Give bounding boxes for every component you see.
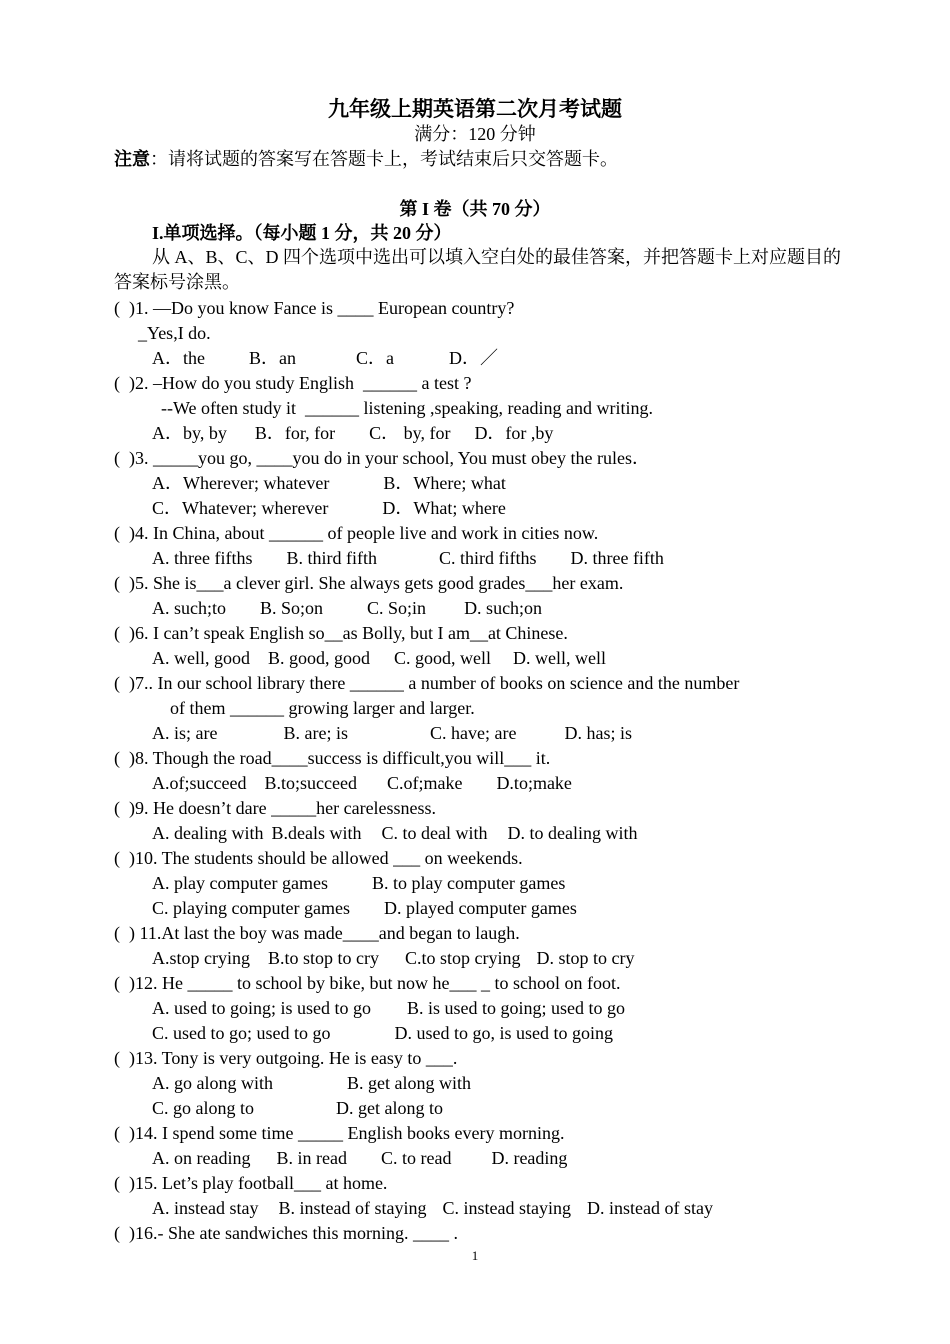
question-stem: ( )14. I spend some time _____ English books every morning. bbox=[114, 1123, 565, 1143]
question-stem: ( )5. She is___a clever girl. She always gets good grades___her exam. bbox=[114, 573, 624, 593]
option-a: A．by, by bbox=[152, 423, 227, 443]
option-row bbox=[114, 546, 874, 571]
option-d: D.to;make bbox=[496, 773, 572, 793]
option-a: A. three fifths bbox=[152, 548, 253, 568]
option-row bbox=[114, 1071, 874, 1096]
option-d: D. such;on bbox=[464, 598, 543, 618]
option-b: D. played computer games bbox=[383, 898, 577, 918]
option-row bbox=[114, 771, 874, 796]
option-b: B. is used to going; used to go bbox=[407, 998, 626, 1018]
option-row bbox=[114, 596, 874, 621]
question-stem: ( )4. In China, about ______ of people live and work in cities now. bbox=[114, 523, 599, 543]
option-a: A．the bbox=[152, 348, 205, 368]
option-b: B. to play computer games bbox=[371, 873, 566, 893]
question-stem: ( )8. Though the road____success is difficult,you will___ it. bbox=[114, 748, 551, 768]
option-b: B. good, good bbox=[268, 648, 371, 668]
option-b: B．Where; what bbox=[383, 473, 506, 493]
option-a: A. instead stay bbox=[152, 1198, 259, 1218]
option-c: C． by, for bbox=[369, 423, 451, 443]
option-row bbox=[114, 1146, 874, 1171]
option-b: B. get along with bbox=[347, 1073, 471, 1093]
option-a: A. used to going; is used to go bbox=[152, 998, 371, 1018]
option-c: C. to deal with bbox=[381, 823, 488, 843]
exam-score: 满分：120 分钟 bbox=[414, 124, 536, 144]
option-row bbox=[114, 496, 874, 521]
option-b: B.deals with bbox=[271, 823, 362, 843]
option-row bbox=[114, 896, 874, 921]
option-a: A. dealing with bbox=[152, 823, 264, 843]
question-stem: ( )3. _____you go, ____you do in your school, You must obey the rules． bbox=[114, 448, 650, 468]
question-reply: --We often study it ______ listening ,speaking, reading and writing. bbox=[161, 398, 653, 418]
section-instruction: 从 A、B、C、D 四个选项中选出可以填入空白处的最佳答案，并把答题卡上对应题目的答案标号涂黑。 bbox=[114, 247, 842, 292]
option-b: B. are; is bbox=[283, 723, 348, 743]
option-row bbox=[114, 946, 874, 971]
option-b: D. get along to bbox=[336, 1098, 443, 1118]
option-row bbox=[114, 871, 874, 896]
question-list bbox=[114, 296, 874, 1246]
option-a: A．Wherever; whatever bbox=[152, 473, 330, 493]
page-number: 1 bbox=[471, 1248, 479, 1263]
option-d: D．for ,by bbox=[474, 423, 554, 443]
option-row bbox=[114, 1096, 874, 1121]
option-c: C. instead staying bbox=[442, 1198, 571, 1218]
option-a: C. go along to bbox=[152, 1098, 254, 1118]
option-a: A. go along with bbox=[152, 1073, 273, 1093]
question-stem: ( )16.- She ate sandwiches this morning. ____ . bbox=[114, 1223, 458, 1243]
option-b: D．What; where bbox=[382, 498, 506, 518]
option-b: B. So;on bbox=[260, 598, 324, 618]
option-b: B. in read bbox=[276, 1148, 347, 1168]
exam-title: 九年级上期英语第二次月考试题 bbox=[328, 97, 622, 121]
option-a: C. used to go; used to go bbox=[152, 1023, 331, 1043]
question-stem: ( )9. He doesn’t dare _____her carelessness. bbox=[114, 798, 437, 818]
option-b: B. third fifth bbox=[286, 548, 377, 568]
question-continuation: of them ______ growing larger and larger. bbox=[170, 698, 475, 718]
option-c: C.to stop crying bbox=[405, 948, 521, 968]
question-stem: ( ) 11.At last the boy was made____and began to laugh. bbox=[114, 923, 520, 943]
option-d: D. to dealing with bbox=[507, 823, 638, 843]
option-a: C．Whatever; wherever bbox=[152, 498, 329, 518]
option-a: A.of;succeed bbox=[152, 773, 247, 793]
option-c: C. good, well bbox=[394, 648, 492, 668]
question-stem: ( )15. Let’s play football___ at home. bbox=[114, 1173, 388, 1193]
question-reply: _Yes,I do. bbox=[138, 323, 211, 343]
question-stem: ( )10. The students should be allowed ___ on weekends. bbox=[114, 848, 523, 868]
option-d: D. instead of stay bbox=[586, 1198, 713, 1218]
option-row bbox=[114, 646, 874, 671]
option-d: D. three fifth bbox=[570, 548, 664, 568]
option-b: D. used to go, is used to going bbox=[394, 1023, 613, 1043]
option-b: B．an bbox=[249, 348, 296, 368]
option-b: B.to stop to cry bbox=[268, 948, 379, 968]
option-row bbox=[114, 421, 874, 446]
option-row bbox=[114, 1021, 874, 1046]
option-d: D．／ bbox=[449, 348, 498, 368]
question-stem: ( )1. —Do you know Fance is ____ European country? bbox=[114, 298, 515, 318]
option-c: C.of;make bbox=[386, 773, 463, 793]
option-b: B. instead of staying bbox=[278, 1198, 427, 1218]
option-a: A. on reading bbox=[152, 1148, 251, 1168]
option-d: D. stop to cry bbox=[536, 948, 635, 968]
option-row bbox=[114, 721, 874, 746]
exam-notice bbox=[114, 147, 618, 171]
option-c: C. to read bbox=[380, 1148, 452, 1168]
notice-text: ：请将试题的答案写在答题卡上，考试结束后只交答题卡。 bbox=[150, 149, 618, 169]
option-d: D. reading bbox=[491, 1148, 568, 1168]
option-d: D. has; is bbox=[564, 723, 632, 743]
question-stem: ( )7.. In our school library there ______ a number of books on science and the number bbox=[114, 673, 740, 693]
notice-label: 注意 bbox=[114, 149, 150, 169]
option-a: A. is; are bbox=[152, 723, 218, 743]
option-b: B．for, for bbox=[254, 423, 336, 443]
question-stem: ( )2. –How do you study English ______ a test ? bbox=[114, 373, 472, 393]
part-title: 第 I 卷（共 70 分） bbox=[399, 199, 551, 219]
option-a: A.stop crying bbox=[152, 948, 250, 968]
section-title: I.单项选择。（每小题 1 分，共 20 分） bbox=[152, 223, 452, 243]
option-a: A. such;to bbox=[152, 598, 226, 618]
option-a: A. well, good bbox=[152, 648, 250, 668]
option-a: A. play computer games bbox=[152, 873, 328, 893]
option-row bbox=[114, 821, 874, 846]
option-row bbox=[114, 1196, 874, 1221]
option-c: C. have; are bbox=[429, 723, 517, 743]
option-d: D. well, well bbox=[513, 648, 606, 668]
question-stem: ( )6. I can’t speak English so__as Bolly, but I am__at Chinese. bbox=[114, 623, 568, 643]
question-stem: ( )12. He _____ to school by bike, but now he___ _ to school on foot. bbox=[114, 973, 621, 993]
option-row bbox=[114, 996, 874, 1021]
option-row bbox=[114, 346, 874, 371]
option-a: C. playing computer games bbox=[152, 898, 350, 918]
option-c: C．a bbox=[356, 348, 394, 368]
option-row bbox=[114, 471, 874, 496]
option-c: C. So;in bbox=[367, 598, 427, 618]
question-stem: ( )13. Tony is very outgoing. He is easy to ___. bbox=[114, 1048, 458, 1068]
option-b: B.to;succeed bbox=[264, 773, 357, 793]
option-c: C. third fifths bbox=[438, 548, 537, 568]
